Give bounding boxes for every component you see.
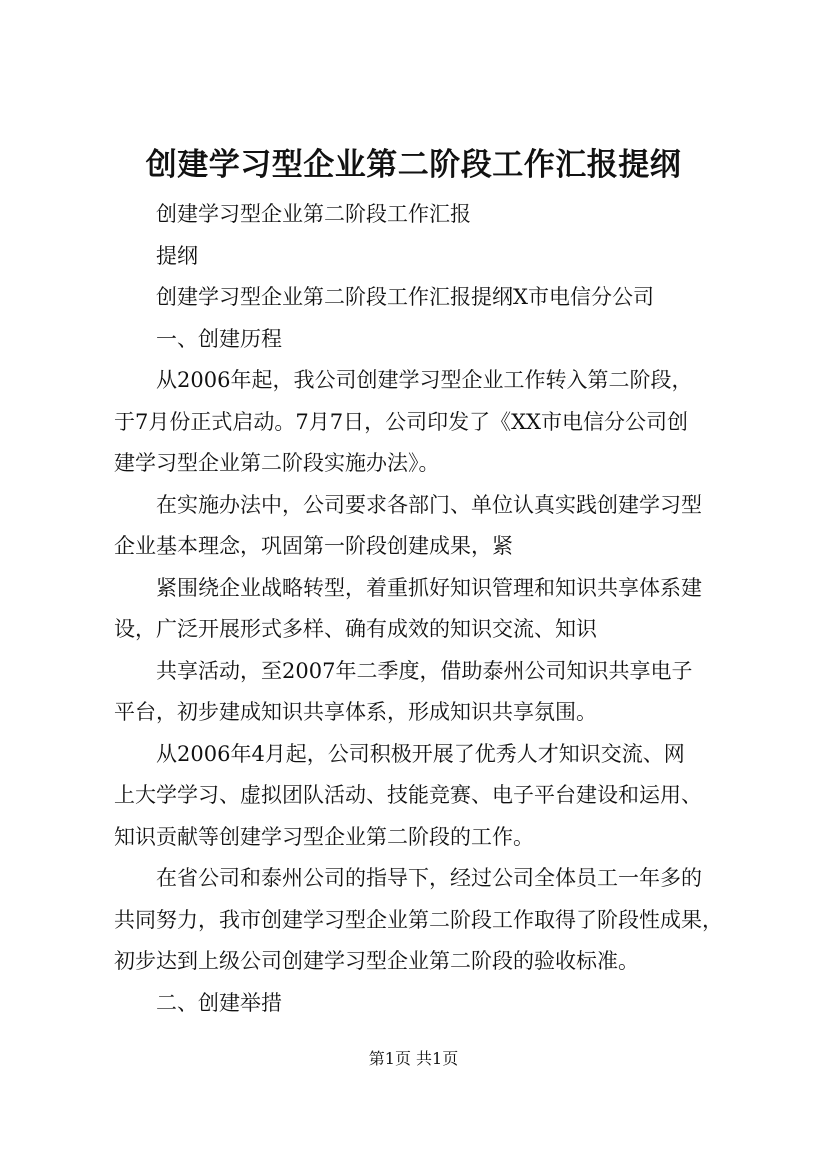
text-line: 创建学习型企业第二阶段工作汇报 xyxy=(156,202,471,226)
text-line: 共同努力，我市创建学习型企业第二阶段工作取得了阶段性成果， xyxy=(114,907,723,932)
text-line: 初步达到上级公司创建学习型企业第二阶段的验收标准。 xyxy=(114,949,639,973)
text-line: 在实施办法中，公司要求各部门、单位认真实践创建学习型 xyxy=(156,492,702,517)
text-line: 知识贡献等创建学习型企业第二阶段的工作。 xyxy=(114,824,534,849)
text-line: 设，广泛开展形式多样、确有成效的知识交流、知识 xyxy=(114,617,597,641)
section-heading: 二、创建举措 xyxy=(156,990,282,1015)
document-body xyxy=(114,194,726,1024)
text-line: 在省公司和泰州公司的指导下，经过公司全体员工一年多的 xyxy=(156,866,702,890)
text-line: 紧围绕企业战略转型，着重抓好知识管理和知识共享体系建 xyxy=(156,575,702,600)
text-line: 企业基本理念，巩固第一阶段创建成果，紧 xyxy=(114,534,513,558)
text-line: 平台，初步建成知识共享体系，形成知识共享氛围。 xyxy=(114,700,597,724)
section-heading: 一、创建历程 xyxy=(156,326,282,351)
text-line: 提纲 xyxy=(156,243,198,268)
page-number: 第1页 共1页 xyxy=(368,1049,459,1068)
text-line: 从2006年起，我公司创建学习型企业工作转入第二阶段， xyxy=(156,368,693,392)
text-line: 共享活动，至2007年二季度，借助泰州公司知识共享电子 xyxy=(156,658,693,683)
text-line: 于7月份正式启动。7月7日，公司印发了《XX市电信分公司创 xyxy=(114,409,688,434)
text-line: 上大学学习、虚拟团队活动、技能竞赛、电子平台建设和运用、 xyxy=(114,783,702,807)
text-line: 建学习型企业第二阶段实施办法》。 xyxy=(114,451,440,475)
text-line: 创建学习型企业第二阶段工作汇报提纲X市电信分公司 xyxy=(156,285,654,309)
text-line: 从2006年4月起，公司积极开展了优秀人才知识交流、网 xyxy=(156,741,685,766)
document-title: 创建学习型企业第二阶段工作汇报提纲 xyxy=(145,147,682,183)
